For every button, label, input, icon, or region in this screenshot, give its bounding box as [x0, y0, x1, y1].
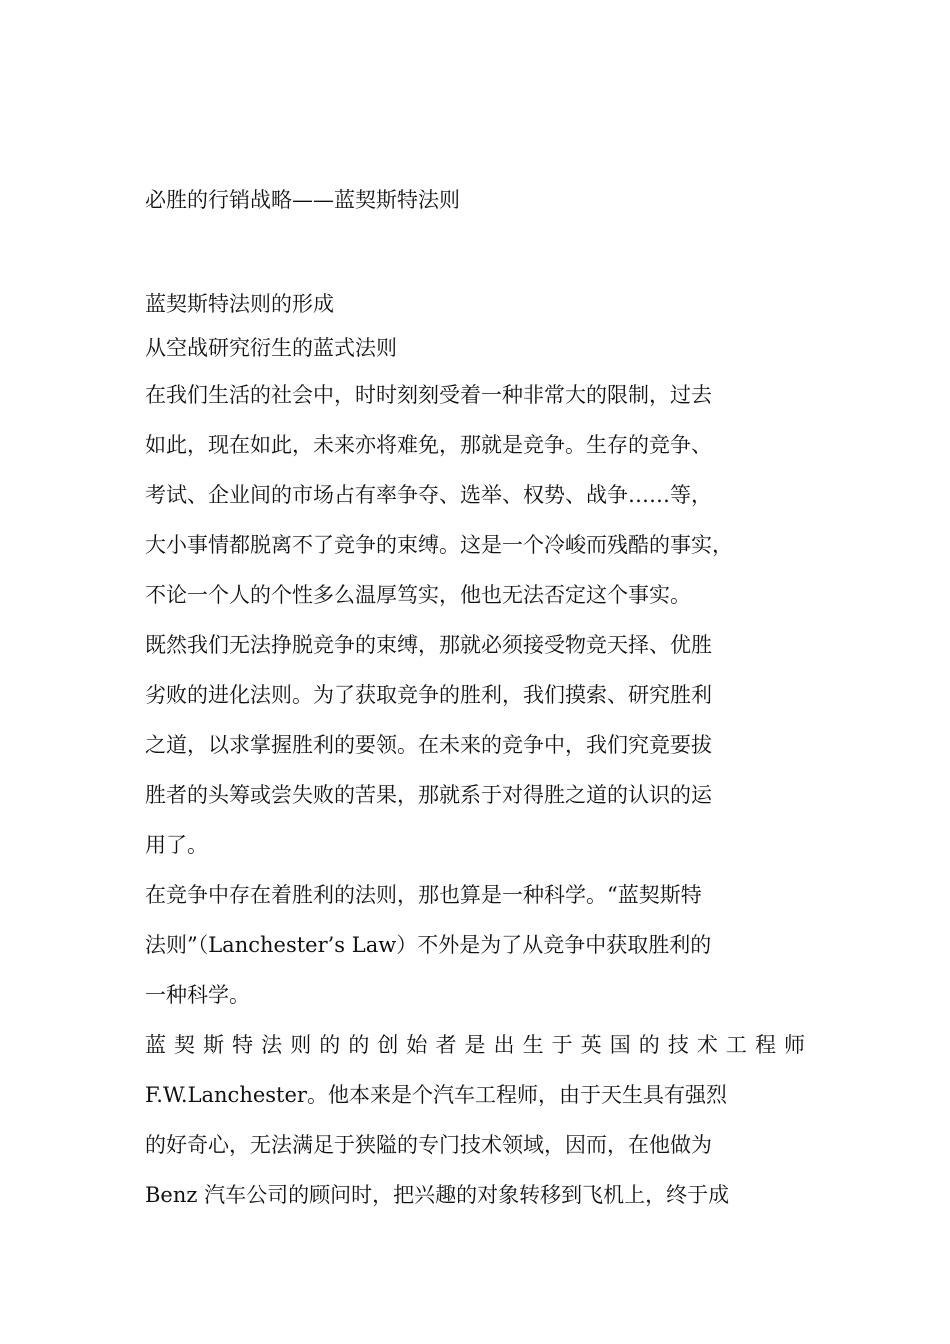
paragraph-line: 既然我们无法挣脱竞争的束缚，那就必须接受物竞天择、优胜 — [145, 633, 712, 657]
paragraph-line: 劣败的进化法则。为了获取竞争的胜利，我们摸索、研究胜利 — [145, 683, 712, 707]
section-title: 蓝契斯特法则的形成 — [145, 292, 334, 316]
paragraph-line: 在我们生活的社会中，时时刻刻受着一种非常大的限制，过去 — [145, 383, 712, 407]
paragraph-line: 胜者的头筹或尝失败的苦果，那就系于对得胜之道的认识的运 — [145, 783, 712, 807]
paragraph-line: 之道，以求掌握胜利的要领。在未来的竞争中，我们究竟要拔 — [145, 733, 712, 757]
paragraph-line: 不论一个人的个性多么温厚笃实，他也无法否定这个事实。 — [145, 583, 691, 607]
paragraph-2 — [145, 620, 810, 870]
paragraph-line: Benz 汽车公司的顾问时，把兴趣的对象转移到飞机上，终于成 — [145, 1183, 730, 1207]
paragraph-line: 考试、企业间的市场占有率争夺、选举、权势、战争……等， — [145, 483, 712, 507]
paragraph-line: F.W.Lanchester。他本来是个汽车工程师，由于天生具有强烈 — [145, 1083, 727, 1107]
document-body — [145, 184, 810, 1220]
paragraph-line: 一种科学。 — [145, 983, 250, 1007]
paragraph-line: 的好奇心，无法满足于狭隘的专门技术领域，因而，在他做为 — [145, 1133, 712, 1157]
paragraph-3 — [145, 870, 810, 1020]
subsection-title: 从空战研究衍生的蓝式法则 — [145, 336, 397, 360]
paragraph-1 — [145, 370, 810, 620]
paragraph-line: 用了。 — [145, 833, 208, 857]
paragraph-4 — [145, 1020, 810, 1220]
document-title: 必胜的行销战略——蓝契斯特法则 — [145, 188, 460, 212]
paragraph-line: 在竞争中存在着胜利的法则，那也算是一种科学。“蓝契斯特 — [145, 883, 702, 907]
paragraph-line: 蓝契斯特法则的的创始者是出生于英国的技术工程师 — [145, 1033, 805, 1057]
paragraph-line: 法则”（Lanchester’s Law）不外是为了从竞争中获取胜利的 — [145, 933, 712, 957]
paragraph-line: 如此，现在如此，未来亦将难免，那就是竞争。生存的竞争、 — [145, 433, 712, 457]
paragraph-line: 大小事情都脱离不了竞争的束缚。这是一个冷峻而残酷的事实， — [145, 533, 733, 557]
